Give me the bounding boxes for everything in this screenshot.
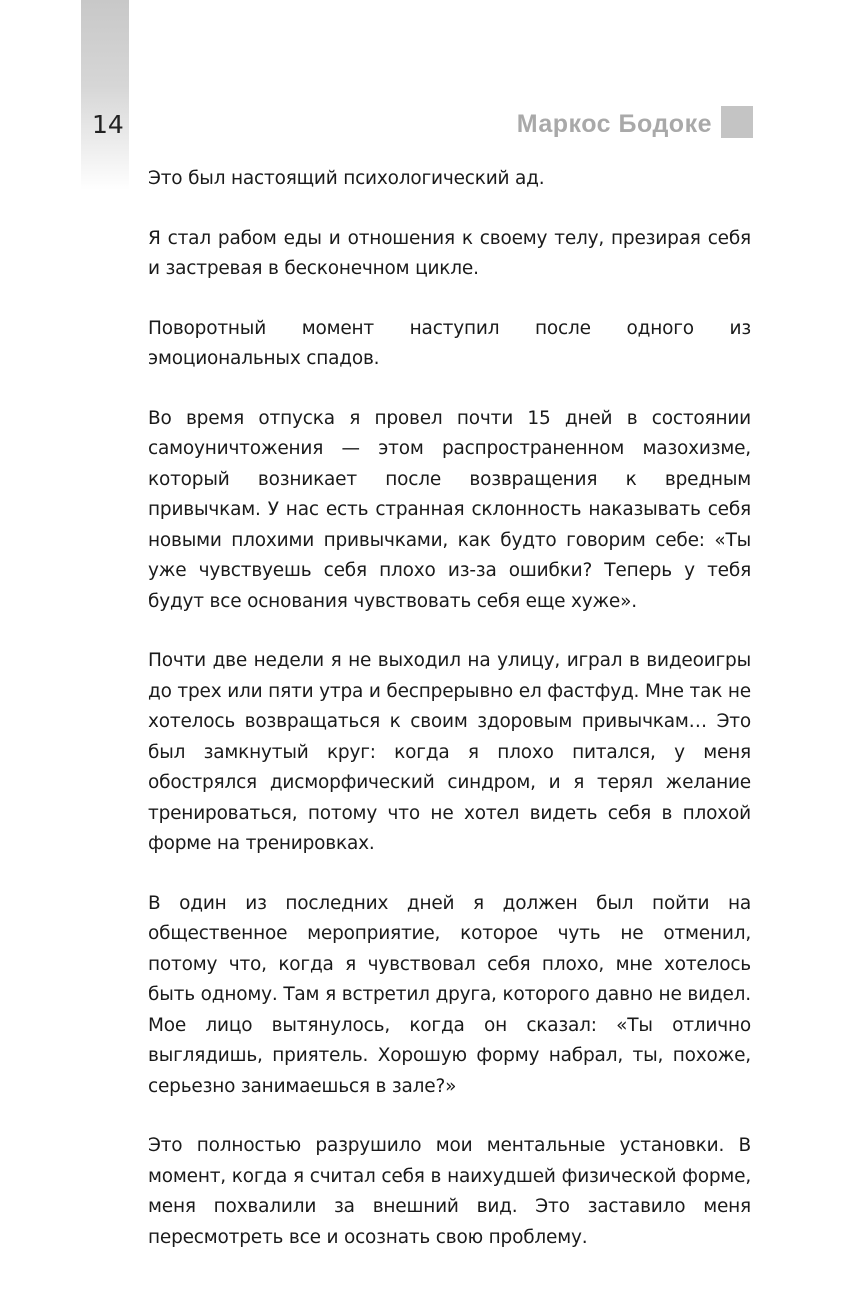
paragraph: Это был настоящий психологический ад. xyxy=(148,168,545,189)
body-text xyxy=(148,164,751,1282)
paragraph: Во время отпуска я провел почти 15 дней в состоянии самоуничтожения — этом распространенном мазохизме, который возникает после возвращения к вредным привычкам. У нас есть странная склонность наказывать себя новыми плохими привычками, как будто говорим себе: «Ты уже чувствуешь себя плохо из-за ошибки? Теперь у тебя будут все основания чувствовать себя еще хуже». xyxy=(148,407,751,612)
running-head-block xyxy=(721,106,753,138)
paragraph: Почти две недели я не выходил на улицу, играл в видеоигры до трех или пяти утра и беспрерывно ел фастфуд. Мне так не хотелось возвращаться к своим здоровым привычкам… Это был замкнутый круг: когда я плохо питался, у меня обострялся дисморфический синдром, и я терял желание тренироваться, потому что не хотел видеть себя в плохой форме на тренировках. xyxy=(148,650,751,854)
page-number: 14 xyxy=(92,110,124,139)
paragraph: В один из последних дней я должен был пойти на общественное мероприятие, которое чуть не отменил, потому что, когда я чувствовал себя плохо, мне хотелось быть одному. Там я встретил друга, которого давно не видел. Мое лицо вытянулось, когда он сказал: «Ты отлично выглядишь, приятель. Хорошую форму набрал, ты, похоже, серьезно занимаешься в зале?» xyxy=(148,892,751,1097)
paragraph: Это полностью разрушило мои ментальные установки. В момент, когда я считал себя в наихудшей физической форме, меня похвалили за внешний вид. Это заставило меня пересмотреть все и осознать свою проблему. xyxy=(148,1135,751,1248)
paragraph: Поворотный момент наступил после одного из эмоциональных спадов. xyxy=(148,317,751,369)
paragraph: Я стал рабом еды и отношения к своему телу, презирая себя и застревая в бесконечном цикле. xyxy=(148,227,751,279)
side-tab-decoration xyxy=(81,0,129,190)
running-head-author: Маркос Бодоке xyxy=(516,110,712,138)
